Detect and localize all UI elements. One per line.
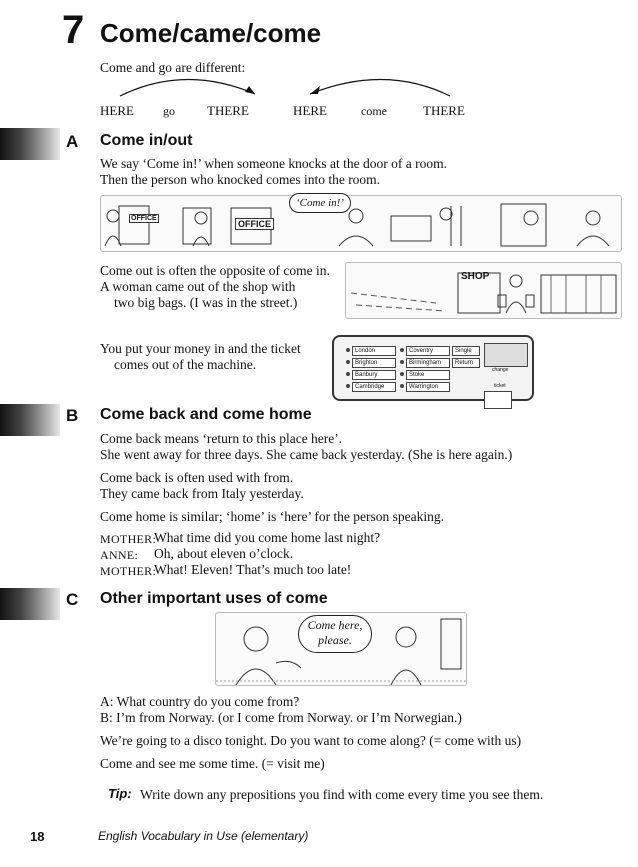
dialogue-speaker: MOTHER: bbox=[100, 532, 157, 546]
book-title: English Vocabulary in Use (elementary) bbox=[98, 829, 309, 843]
button-dot bbox=[400, 360, 404, 364]
section-a-p3-line1: You put your money in and the ticket bbox=[100, 341, 301, 356]
section-a-p2-line1: Come out is often the opposite of come in. bbox=[100, 263, 330, 278]
shop-sign: SHOP bbox=[461, 271, 490, 282]
coin-slot bbox=[484, 343, 528, 367]
destination-button: Banbury bbox=[352, 370, 396, 380]
section-c-qa-line2: B: I’m from Norway. (or I come from Norway. or I’m Norwegian.) bbox=[100, 710, 462, 725]
ticket-machine bbox=[332, 335, 534, 401]
destination-button: Warrington bbox=[406, 382, 450, 392]
section-a-p2-line3: two big bags. (I was in the street.) bbox=[114, 295, 298, 310]
section-b-p1-line1: Come back means ‘return to this place here’. bbox=[100, 431, 343, 446]
button-dot bbox=[346, 348, 350, 352]
section-c-line3: We’re going to a disco tonight. Do you want to come along? (= come with us) bbox=[100, 733, 522, 748]
page-number: 18 bbox=[30, 829, 45, 844]
destination-button: London bbox=[352, 346, 396, 356]
section-a-letter: A bbox=[66, 132, 79, 151]
left-here: HERE bbox=[100, 103, 134, 118]
unit-title: Come/came/come bbox=[100, 18, 322, 48]
intro-text: Come and go are different: bbox=[100, 60, 246, 75]
dialogue-line: What! Eleven! That’s much too late! bbox=[154, 562, 352, 577]
button-dot bbox=[400, 348, 404, 352]
go-arrowhead bbox=[245, 86, 255, 94]
come-arrowhead bbox=[310, 86, 320, 94]
destination-button: Cambridge bbox=[352, 382, 396, 392]
section-b-p2-line2: They came back from Italy yesterday. bbox=[100, 486, 304, 501]
section-a-marker bbox=[0, 128, 60, 160]
destination-button: Stoke bbox=[406, 370, 450, 380]
destination-button: Birmingham bbox=[406, 358, 450, 368]
section-b-title: Come back and come home bbox=[100, 406, 312, 423]
come-in-sketch bbox=[101, 196, 621, 251]
section-b-letter: B bbox=[66, 406, 79, 425]
destination-button: Brighton bbox=[352, 358, 396, 368]
button-dot bbox=[346, 384, 350, 388]
section-c-line4: Come and see me some time. (= visit me) bbox=[100, 756, 325, 771]
section-c-marker bbox=[0, 588, 60, 620]
shop-illustration bbox=[345, 262, 622, 319]
ticket-label: ticket bbox=[494, 383, 506, 389]
come-arrow bbox=[310, 79, 450, 96]
tip-text: Write down any prepositions you find with come every time you see them. bbox=[140, 787, 544, 802]
button-dot bbox=[346, 360, 350, 364]
direction-arrows bbox=[95, 72, 495, 104]
section-b-p3-line1: Come home is similar; ‘home’ is ‘here’ for the person speaking. bbox=[100, 509, 445, 524]
right-verb: come bbox=[361, 104, 387, 118]
destination-button: Coventry bbox=[406, 346, 450, 356]
go-arrow bbox=[120, 79, 255, 96]
come-in-illustration bbox=[100, 195, 622, 252]
fare-button: Return bbox=[452, 358, 480, 368]
section-a-line2: Then the person who knocked comes into the room. bbox=[100, 172, 381, 187]
ticket-out bbox=[484, 391, 512, 409]
button-dot bbox=[400, 384, 404, 388]
left-verb: go bbox=[163, 104, 175, 118]
come-here-illustration bbox=[215, 612, 467, 686]
right-there: THERE bbox=[423, 103, 465, 118]
come-in-speech-bubble: ‘Come in!’ bbox=[289, 193, 351, 213]
dialogue-speaker: MOTHER: bbox=[100, 564, 157, 578]
dialogue-line: Oh, about eleven o’clock. bbox=[154, 546, 294, 561]
section-a-p3-line2: comes out of the machine. bbox=[114, 357, 257, 372]
section-b-p2-line1: Come back is often used with from. bbox=[100, 470, 294, 485]
button-dot bbox=[400, 372, 404, 376]
section-a-p2-line2: A woman came out of the shop with bbox=[100, 279, 296, 294]
section-b-marker bbox=[0, 404, 60, 436]
unit-number: 7 bbox=[62, 8, 85, 52]
dialogue-line: What time did you come home last night? bbox=[154, 530, 381, 545]
fare-button: Single bbox=[452, 346, 480, 356]
section-a-title: Come in/out bbox=[100, 132, 193, 149]
office-sign-1: OFFICE bbox=[131, 215, 157, 222]
tip-label: Tip: bbox=[108, 786, 132, 801]
section-c-letter: C bbox=[66, 590, 79, 609]
left-there: THERE bbox=[207, 103, 249, 118]
section-c-title: Other important uses of come bbox=[100, 590, 328, 607]
section-b-p1-line2: She went away for three days. She came back yesterday. (She is here again.) bbox=[100, 447, 513, 462]
come-here-speech-bubble: Come here, please. bbox=[298, 615, 372, 653]
right-here: HERE bbox=[293, 103, 327, 118]
office-sign-2: OFFICE bbox=[235, 218, 274, 230]
dialogue-speaker: ANNE: bbox=[100, 548, 139, 562]
button-dot bbox=[346, 372, 350, 376]
section-a-line1: We say ‘Come in!’ when someone knocks at the door of a room. bbox=[100, 156, 447, 171]
section-c-qa-line1: A: What country do you come from? bbox=[100, 694, 300, 709]
change-label: change bbox=[492, 367, 509, 373]
